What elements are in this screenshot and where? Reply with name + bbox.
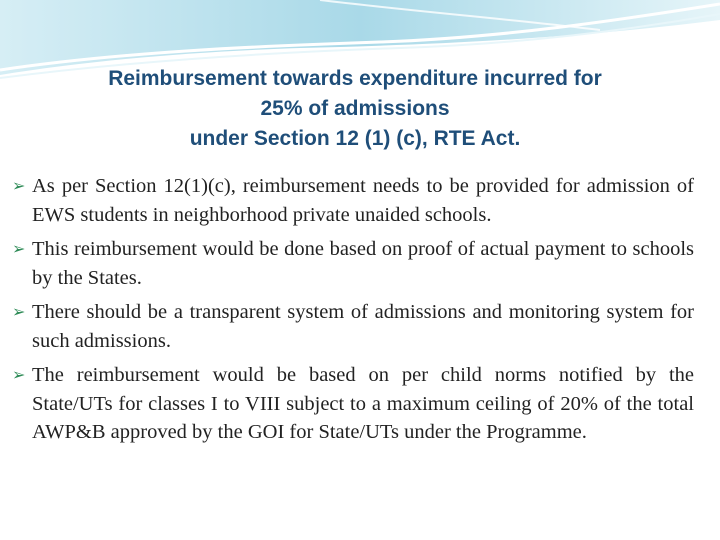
bullet-item: [14, 361, 694, 447]
bullet-item: [14, 235, 694, 292]
bullet-item: [14, 298, 694, 355]
bullet-list: [14, 172, 694, 453]
bullet-text: This reimbursement would be done based on proof of actual payment to schools by the States.: [32, 238, 694, 289]
title-line-2: 25% of admissions: [260, 97, 450, 120]
bullet-text: There should be a transparent system of admissions and monitoring system for such admissions.: [32, 301, 694, 352]
slide-title: [20, 64, 690, 154]
arrow-bullet-icon: ➢: [12, 239, 26, 258]
title-line-1: Reimbursement towards expenditure incurred for: [108, 67, 602, 90]
bullet-item: [14, 172, 694, 229]
arrow-bullet-icon: ➢: [12, 365, 26, 384]
arrow-bullet-icon: ➢: [12, 302, 26, 321]
bullet-text: As per Section 12(1)(c), reimbursement needs to be provided for admission of EWS students in neighborhood private unaided schools.: [32, 175, 694, 226]
title-line-3: under Section 12 (1) (c), RTE Act.: [189, 127, 521, 150]
arrow-bullet-icon: ➢: [12, 176, 26, 195]
bullet-text: The reimbursement would be based on per child norms notified by the State/UTs for classes I to VIII subject to a maximum ceiling of 20% of the total AWP&B approved by the GOI for State/UTs under the Programme.: [32, 364, 694, 443]
